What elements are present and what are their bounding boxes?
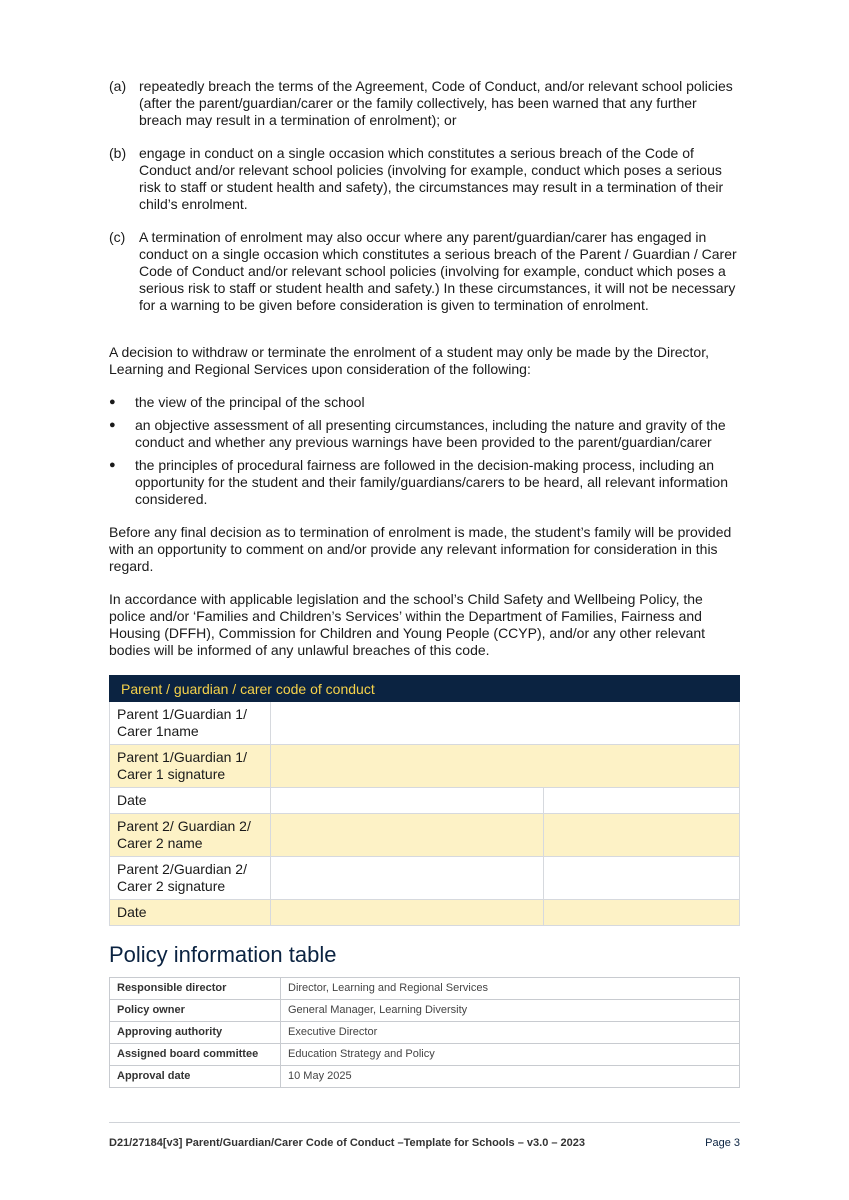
clause-text: repeatedly breach the terms of the Agreement, Code of Conduct, and/or relevant school policies (after the parent/guardian/carer or the family collectively, has been warned that any further breach may result in a termination of enrolment); or xyxy=(139,78,733,128)
policy-key: Approval date xyxy=(110,1066,281,1088)
parent2-name-field[interactable] xyxy=(271,814,544,857)
list-item-text: an objective assessment of all presenting circumstances, including the nature and gravity of the conduct and whether any previous warnings have been provided to the parent/guardian/carer xyxy=(135,417,726,450)
decision-intro: A decision to withdraw or terminate the enrolment of a student may only be made by the Director, Learning and Regional Services upon consideration of the following: xyxy=(109,344,709,377)
code-of-conduct-table-header: Parent / guardian / carer code of conduct xyxy=(110,676,740,702)
policy-key: Approving authority xyxy=(110,1022,281,1044)
parent1-name-field[interactable] xyxy=(271,702,740,745)
policy-value: Education Strategy and Policy xyxy=(281,1044,740,1066)
table-row xyxy=(110,745,740,788)
list-item xyxy=(109,394,740,411)
row-label: Parent 2/Guardian 2/ Carer 2 signature xyxy=(110,857,271,900)
policy-value: Executive Director xyxy=(281,1022,740,1044)
list-item-text: the view of the principal of the school xyxy=(135,394,365,410)
clause-text: engage in conduct on a single occasion which constitutes a serious breach of the Code of Conduct and/or relevant school policies (involving for example, conduct which poses a serious risk to staff or student health and safety), the circumstances may result in a termination of their child’s enrolment. xyxy=(139,145,724,212)
page-footer xyxy=(109,1122,740,1149)
row-label: Parent 2/ Guardian 2/ Carer 2 name xyxy=(110,814,271,857)
clause-label: (a) xyxy=(109,78,127,94)
row-label: Date xyxy=(110,900,271,926)
bullet-icon: ● xyxy=(109,459,116,471)
clause-label: (b) xyxy=(109,145,127,161)
parent2-date-extra-field[interactable] xyxy=(544,900,740,926)
parent2-date-field[interactable] xyxy=(271,900,544,926)
policy-info-heading: Policy information table xyxy=(109,942,337,967)
parent2-signature-field[interactable] xyxy=(271,857,544,900)
clause-b xyxy=(109,145,740,213)
parent2-name-extra-field[interactable] xyxy=(544,814,740,857)
table-row xyxy=(110,1000,740,1022)
table-row xyxy=(110,857,740,900)
policy-value: 10 May 2025 xyxy=(281,1066,740,1088)
document-page xyxy=(109,78,740,1088)
code-of-conduct-table xyxy=(109,675,740,926)
parent1-date-field[interactable] xyxy=(271,788,544,814)
policy-information-table xyxy=(109,977,740,1088)
final-decision-paragraph: Before any final decision as to termination of enrolment is made, the student’s family will be provided with an opportunity to comment on and/or provide any relevant information for consideration in this regard. xyxy=(109,524,732,574)
policy-key: Policy owner xyxy=(110,1000,281,1022)
bullet-icon: ● xyxy=(109,396,116,408)
table-row xyxy=(110,1044,740,1066)
legislation-paragraph: In accordance with applicable legislation and the school’s Child Safety and Wellbeing Policy, the police and/or ‘Families and Children’s Services’ within the Department of Families, Fairness and Housing (DFFH), Commission for Children and Young People (CCYP), and/or any other relevant bodies will be informed of any unlawful breaches of this code. xyxy=(109,591,706,658)
considerations-list xyxy=(109,394,740,508)
policy-key: Responsible director xyxy=(110,978,281,1000)
table-row xyxy=(110,788,740,814)
bullet-icon: ● xyxy=(109,419,116,431)
table-row xyxy=(110,1066,740,1088)
table-row xyxy=(110,978,740,1000)
clause-text: A termination of enrolment may also occur where any parent/guardian/carer has engaged in conduct on a single occasion which constitutes a serious breach of the Parent / Guardian / Carer Code of Conduct and/or relevant school policies (involving for example, conduct which poses a serious risk to staff or student health and safety.) In these circumstances, it will not be necessary for a warning to be given before consideration is given to termination of enrolment. xyxy=(139,229,737,313)
table-row xyxy=(110,702,740,745)
clause-c xyxy=(109,229,740,314)
list-item-text: the principles of procedural fairness are followed in the decision-making process, including an opportunity for the student and their family/guardians/carers to be heard, all relevant information considered. xyxy=(135,457,728,507)
row-label: Parent 1/Guardian 1/ Carer 1 signature xyxy=(110,745,271,788)
table-row xyxy=(110,900,740,926)
row-label: Date xyxy=(110,788,271,814)
document-reference: D21/27184[v3] Parent/Guardian/Carer Code of Conduct –Template for Schools – v3.0 – 2023 xyxy=(109,1137,586,1149)
page-number: Page 3 xyxy=(705,1137,740,1149)
clause-label: (c) xyxy=(109,229,126,245)
table-row xyxy=(110,1022,740,1044)
clause-a xyxy=(109,78,740,129)
parent1-signature-field[interactable] xyxy=(271,745,740,788)
parent2-signature-extra-field[interactable] xyxy=(544,857,740,900)
policy-value: General Manager, Learning Diversity xyxy=(281,1000,740,1022)
list-item xyxy=(109,417,740,451)
list-item xyxy=(109,457,740,508)
policy-key: Assigned board committee xyxy=(110,1044,281,1066)
policy-value: Director, Learning and Regional Services xyxy=(281,978,740,1000)
row-label: Parent 1/Guardian 1/ Carer 1name xyxy=(110,702,271,745)
table-row xyxy=(110,814,740,857)
parent1-date-extra-field[interactable] xyxy=(544,788,740,814)
